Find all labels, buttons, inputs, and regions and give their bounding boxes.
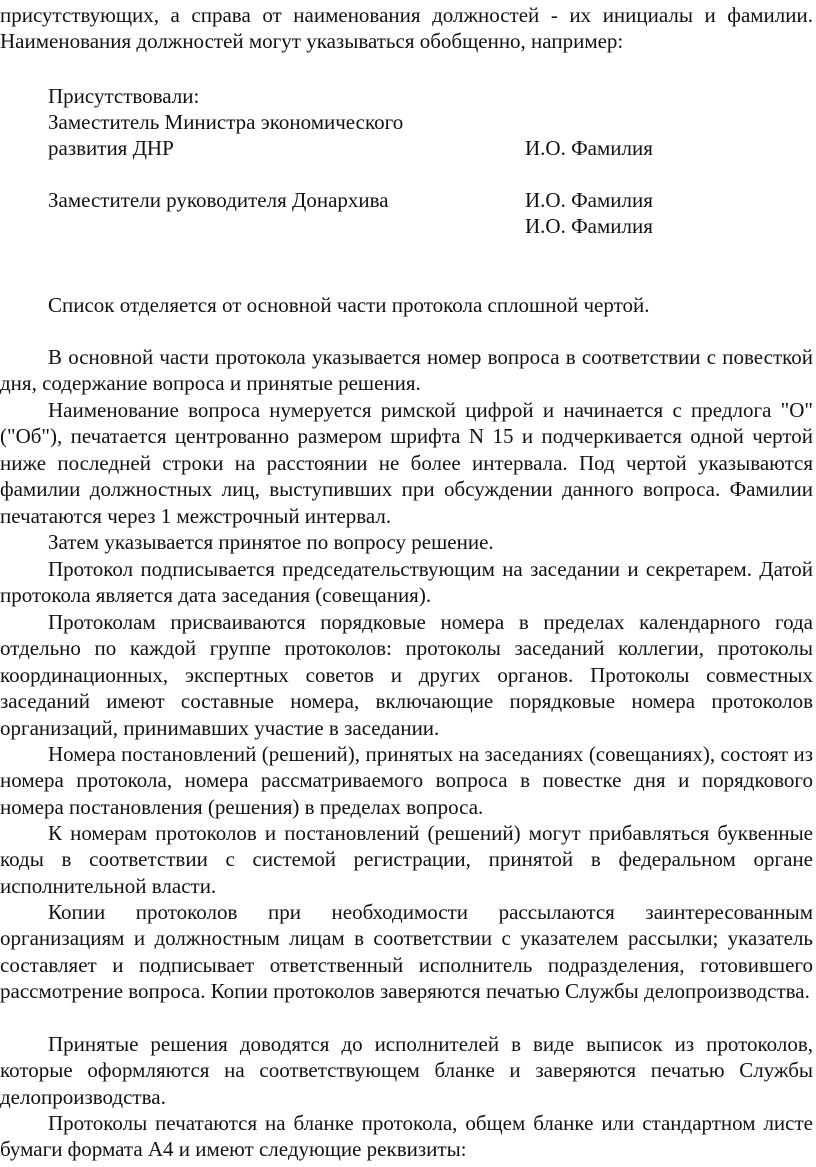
paragraph-decision: Затем указывается принятое по вопросу решение.	[48, 530, 494, 554]
paragraph-letter-codes: К номерам протоколов и постановлений (решений) могут прибавляться буквенные коды в соответствии с системой регистрации, принятой в федеральном органе исполнительной власти.	[0, 821, 813, 898]
separator-note: Список отделяется от основной части протокола сплошной чертой.	[48, 293, 650, 317]
intro-paragraph: присутствующих, а справа от наименования должностей - их инициалы и фамилии. Наименования должностей могут указываться обобщенно, например:	[0, 3, 813, 54]
paragraph-question-title: Наименование вопроса нумеруется римской цифрой и начинается с предлога "О" ("Об"), печатается центрованно размером шрифта N 15 и подчеркивается одной чертой ниже последней строки на расстоянии не более интервала. Под чертой указываются фамилии должностных лиц, выступивших при обсуждении данного вопроса. Фамилии печатаются через 1 межстрочный интервал.	[0, 398, 813, 528]
paragraph-signature: Протокол подписывается председательствующим на заседании и секретарем. Датой протокола является дата заседания (совещания).	[0, 557, 813, 608]
paragraph-requisites: Протоколы печатаются на бланке протокола, общем бланке или стандартном листе бумаги формата А4 и имеют следующие реквизиты:	[0, 1111, 813, 1162]
attendee-name-1: И.О. Фамилия	[525, 136, 653, 160]
attendees-heading: Присутствовали:	[48, 84, 200, 108]
paragraph-main-part: В основной части протокола указывается номер вопроса в соответствии с повесткой дня, содержание вопроса и принятые решения.	[0, 345, 813, 396]
attendee-position-1a: Заместитель Министра экономического	[48, 110, 404, 134]
paragraph-numbering: Протоколам присваиваются порядковые номера в пределах календарного года отдельно по каждой группе протоколов: протоколы заседаний коллегии, протоколы координационных, экспертных советов и других органов. Протоколы совместных заседаний имеют составные номера, включающие порядковые номера протоколов организаций, принимавших участие в заседании.	[0, 610, 813, 740]
attendee-position-2: Заместители руководителя Донархива	[48, 188, 389, 212]
paragraph-resolution-numbers: Номера постановлений (решений), принятых на заседаниях (совещаниях), состоят из номера протокола, номера рассматриваемого вопроса в повестке дня и порядкового номера постановления (решения) в пределах вопроса.	[0, 742, 813, 819]
attendee-name-2a: И.О. Фамилия	[525, 188, 653, 212]
paragraph-copies: Копии протоколов при необходимости рассылаются заинтересованным организациям и должностным лицам в соответствии с указателем рассылки; указатель составляет и подписывает ответственный исполнитель подразделения, готовившего рассмотрение вопроса. Копии протоколов заверяются печатью Службы делопроизводства.	[0, 900, 813, 1004]
attendee-position-1b: развития ДНР	[48, 136, 174, 160]
paragraph-extracts: Принятые решения доводятся до исполнителей в виде выписок из протоколов, которые оформляются на соответствующем бланке и заверяются печатью Службы делопроизводства.	[0, 1032, 813, 1109]
attendee-name-2b: И.О. Фамилия	[525, 214, 653, 238]
